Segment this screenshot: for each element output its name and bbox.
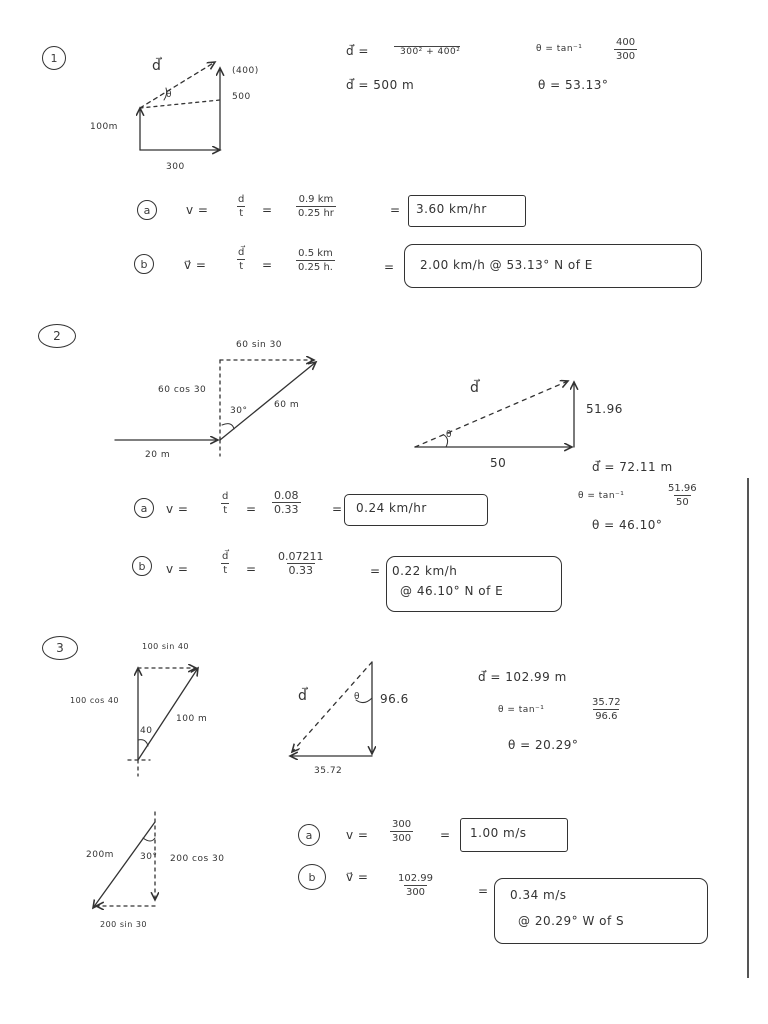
p2-label-angle: 30°: [230, 406, 248, 416]
p3a-lhs: v =: [346, 828, 369, 842]
p2-tri-base: 50: [490, 456, 507, 470]
p3a-answer: 1.00 m/s: [470, 826, 527, 840]
p1-angle-theta: θ: [166, 90, 173, 100]
p3b-frac: $\frac{102.99}{300}$: [398, 873, 433, 898]
p3b-answer-line1: 0.34 m/s: [510, 888, 567, 902]
p1-theta-prefix: θ = tan⁻¹: [536, 44, 583, 54]
p3-part-b-label: b: [298, 864, 326, 890]
p1a-lhs: v =: [186, 203, 209, 217]
p1b-eq1: =: [262, 258, 273, 272]
p3-tri-angle: θ: [354, 692, 361, 702]
p1-part-a-label: a: [137, 200, 157, 220]
p2-part-a-label: a: [134, 498, 154, 518]
p1b-frac2: $\frac{0.5 km}{0.25 h.}$: [298, 248, 333, 273]
p3b-answer-line2: @ 20.29° W of S: [518, 914, 625, 928]
p2-theta-result: θ = 46.10°: [592, 518, 663, 532]
p2b-eq2: =: [370, 564, 381, 578]
p3b-eq: =: [478, 884, 489, 898]
p1b-eq2: =: [384, 260, 395, 274]
p1-val-500: 500: [232, 92, 251, 102]
p2-tri-side: 51.96: [586, 402, 623, 416]
p1a-frac2: $\frac{0.9 km}{0.25 hr}$: [298, 194, 334, 219]
p1a-eq1: =: [262, 203, 273, 217]
p2-label-base: 20 m: [145, 450, 171, 460]
p3-d2-right: 200 cos 30: [170, 854, 225, 864]
p2-tri-angle: θ: [446, 430, 453, 440]
p1a-answer: 3.60 km/hr: [416, 202, 487, 216]
p2-part-b-label: b: [132, 556, 152, 576]
p2-tri-d-label: d⃗: [470, 380, 480, 396]
p2a-frac1: $\frac{d}{t}$: [222, 491, 229, 516]
p1-d-prefix: d⃗ =: [346, 44, 369, 58]
p2-theta-prefix: θ = tan⁻¹: [578, 491, 625, 501]
p3-d1-angle: 40: [140, 726, 153, 736]
p2a-lhs: v =: [166, 502, 189, 516]
p2b-answer-line2: @ 46.10° N of E: [400, 584, 504, 598]
p3-d-result: d⃗ = 102.99 m: [478, 670, 567, 684]
p1b-answer: 2.00 km/h @ 53.13° N of E: [420, 258, 593, 272]
problem-2-number: 2: [38, 324, 76, 348]
p3-theta-result: θ = 20.29°: [508, 738, 579, 752]
p1-d-sqrt: 300² + 400²: [394, 46, 460, 57]
p3-theta-prefix: θ = tan⁻¹: [498, 705, 545, 715]
p2a-answer: 0.24 km/hr: [356, 501, 427, 515]
p2b-answer-line1: 0.22 km/h: [392, 564, 458, 578]
p1-theta-result: θ = 53.13°: [538, 78, 609, 92]
p2-label-top: 60 sin 30: [236, 340, 283, 350]
p1-side-100: 100m: [90, 122, 118, 132]
page-edge-line: [747, 478, 749, 978]
p3a-frac: $\frac{300}{300}$: [392, 819, 412, 844]
p1-part-b-label: b: [134, 254, 154, 274]
p1-d-result: d⃗ = 500 m: [346, 78, 415, 92]
p3-d1-top: 100 sin 40: [142, 642, 189, 651]
p3-d2-hyp: 200m: [86, 850, 114, 860]
p3-d2-bottom: 200 sin 30: [100, 920, 147, 929]
p2b-frac1: $\frac{d⃗}{t}$: [222, 551, 229, 576]
p1b-lhs: v⃗ =: [184, 258, 207, 272]
p3-d1-left: 100 cos 40: [70, 696, 119, 705]
p2-theta-fraction: $\frac{51.96}{50}$: [668, 483, 697, 508]
p2a-eq2: =: [332, 502, 343, 516]
p3b-lhs: v⃗ =: [346, 870, 369, 884]
p2-d-result: d⃗ = 72.11 m: [592, 460, 673, 474]
p3-d2-angle: 30°: [140, 852, 158, 862]
p3-part-a-label: a: [298, 824, 320, 846]
p3a-eq: =: [440, 828, 451, 842]
p3-d1-hyp: 100 m: [176, 714, 208, 724]
p1a-frac1: $\frac{d}{t}$: [238, 194, 245, 219]
problem-3-number: 3: [42, 636, 78, 660]
p2b-eq1: =: [246, 562, 257, 576]
p1-side-300: 300: [166, 162, 185, 172]
p2a-frac2: $\frac{0.08}{0.33}$: [274, 489, 299, 516]
p2-label-hyp: 60 m: [274, 400, 300, 410]
p1b-frac1: $\frac{d⃗}{t}$: [238, 247, 245, 272]
p3-tri-side: 96.6: [380, 692, 409, 706]
p1a-eq2: =: [390, 203, 401, 217]
p2a-eq1: =: [246, 502, 257, 516]
p3-theta-fraction: $\frac{35.72}{96.6}$: [592, 697, 621, 722]
p2b-frac2: $\frac{0.07211}{0.33}$: [278, 550, 324, 577]
p2b-lhs: v =: [166, 562, 189, 576]
p1-paren-400: (400): [232, 66, 259, 76]
problem-1-number: 1: [42, 46, 66, 70]
p3-tri-d-label: d⃗: [298, 688, 308, 704]
p1-theta-fraction: $\frac{400}{300}$: [616, 37, 636, 62]
p1-d-vector-label: d⃗: [152, 58, 162, 74]
p3-tri-base: 35.72: [314, 766, 343, 776]
p2-label-left: 60 cos 30: [158, 385, 207, 395]
